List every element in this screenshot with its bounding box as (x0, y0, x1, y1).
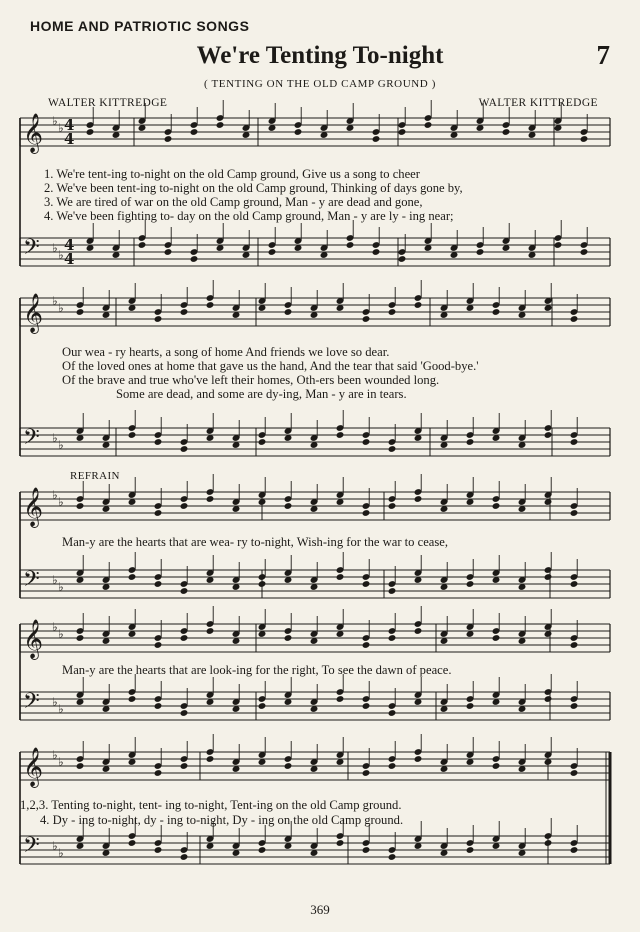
system-2-treble-note (362, 315, 371, 323)
system-2-treble-note (76, 308, 85, 316)
ending-line-2: 4. Dy - ing to-night, dy - ing to-night, Dy - ing on the old Camp ground. (40, 813, 404, 827)
flat-icon: ♭ (52, 695, 58, 709)
system-2-bass-note (154, 438, 163, 446)
system-3-bass-note (362, 580, 371, 588)
system-3-treble-note (180, 502, 189, 510)
refrain-line-1: Man-y are the hearts that are wea- ry to-night, Wish-ing for the war to cease, (62, 535, 449, 549)
system-3-treble-note (570, 509, 579, 517)
system-5-treble-note (284, 762, 293, 770)
time-signature-numeral: 4 (64, 250, 75, 268)
time-signature-numeral: 4 (64, 130, 75, 148)
system-2-bass-note (388, 445, 397, 453)
system-4-treble-note (362, 641, 371, 649)
treble-clef-icon: 𝄞 (23, 113, 44, 153)
system-1-treble-note (398, 128, 407, 136)
system-3-bass-note (154, 580, 163, 588)
system-3-treble-note (76, 502, 85, 510)
system-5-bass-note (544, 839, 553, 847)
system-3-bass-note (388, 587, 397, 595)
flat-icon: ♭ (58, 702, 64, 716)
system-5-bass-note (362, 846, 371, 854)
flat-icon: ♭ (58, 755, 64, 769)
system-4-treble-note (206, 627, 215, 635)
system-1-bass-note (190, 255, 199, 263)
flat-icon: ♭ (58, 121, 64, 135)
flat-icon: ♭ (52, 241, 58, 255)
flat-icon: ♭ (52, 620, 58, 634)
system-5-treble-note (76, 762, 85, 770)
flat-icon: ♭ (58, 438, 64, 452)
system-1-treble-note (502, 128, 511, 136)
system-4-bass-note (128, 695, 137, 703)
system-4-bass-note (570, 702, 579, 710)
system-3-bass-note (466, 580, 475, 588)
system-1-bass-note (164, 248, 173, 256)
system-5-bass-note (128, 839, 137, 847)
system-3-bass-note (544, 573, 553, 581)
flat-icon: ♭ (52, 839, 58, 853)
system-5-treble-note (206, 755, 215, 763)
system-1-bass-note (476, 248, 485, 256)
system-5-treble-note (154, 769, 163, 777)
system-1-treble-note (372, 135, 381, 143)
system-4-treble-note (76, 634, 85, 642)
system-1-treble-note (216, 121, 225, 129)
flat-icon: ♭ (58, 495, 64, 509)
system-5-bass-note (258, 846, 267, 854)
flat-icon: ♭ (52, 431, 58, 445)
verse-2-line-1: 2. We've been tent-ing to-night on the old Camp ground, Thinking of days gone by, (44, 181, 463, 195)
system-3-treble-note (154, 509, 163, 517)
treble-clef-icon: 𝄞 (23, 747, 44, 787)
bass-clef-icon: 𝄢 (23, 689, 40, 719)
system-2-treble-note (284, 308, 293, 316)
system-1-treble-note (424, 121, 433, 129)
time-signature-numeral: 4 (64, 236, 75, 254)
system-3-bass-note (128, 573, 137, 581)
system-3-bass-note (180, 587, 189, 595)
page-number: 369 (310, 902, 330, 917)
system-4-treble-note (284, 634, 293, 642)
system-4-bass-note (466, 702, 475, 710)
flat-icon: ♭ (52, 294, 58, 308)
flat-icon: ♭ (52, 748, 58, 762)
system-4-bass-note (336, 695, 345, 703)
system-1-bass-note (580, 248, 589, 256)
section-header: HOME AND PATRIOTIC SONGS (30, 18, 250, 34)
flat-icon: ♭ (58, 301, 64, 315)
flat-icon: ♭ (52, 488, 58, 502)
system-2-bass-note (258, 438, 267, 446)
system-2-treble-note (414, 301, 423, 309)
system-5-bass-note (388, 853, 397, 861)
system-2-treble-note (570, 315, 579, 323)
system-4-treble-note (414, 627, 423, 635)
verse-1-line-1: 1. We're tent-ing to-night on the old Camp ground, Give us a song to cheer (44, 167, 420, 181)
words-credit: WALTER KITTREDGE (48, 97, 168, 109)
refrain-label: REFRAIN (70, 470, 120, 482)
verse-3-line-2: Of the brave and true who've left their homes, Oth-ers been wounded long. (62, 373, 440, 387)
system-1-treble-note (580, 135, 589, 143)
system-3-bass-note (258, 580, 267, 588)
system-5-bass-note (570, 846, 579, 854)
flat-icon: ♭ (58, 248, 64, 262)
system-4-treble-note (154, 641, 163, 649)
treble-clef-icon: 𝄞 (23, 487, 44, 527)
verse-2-line-2: Of the loved ones at home that gave us the hand, And the tear that said 'Good-bye.' (62, 359, 479, 373)
system-4-bass-note (180, 709, 189, 717)
flat-icon: ♭ (58, 580, 64, 594)
system-5-treble-note (570, 769, 579, 777)
system-2-bass-note (180, 445, 189, 453)
system-5-treble-note (388, 762, 397, 770)
system-2-bass-note (466, 438, 475, 446)
system-5-treble-note (492, 762, 501, 770)
system-3-bass-note (336, 573, 345, 581)
hymn-subtitle: ( TENTING ON THE OLD CAMP GROUND ) (204, 78, 436, 90)
system-1-bass-note (398, 255, 407, 263)
verse-1-line-2: Our wea - ry hearts, a song of home And friends we love so dear. (62, 345, 390, 359)
system-1-bass-note (138, 241, 147, 249)
system-4-treble-note (180, 634, 189, 642)
system-2-treble-note (180, 308, 189, 316)
verse-4-line-2: Some are dead, and some are dy-ing, Man - y are in tears. (116, 387, 407, 401)
system-4-bass-note (362, 702, 371, 710)
music-credit: WALTER KITTREDGE (478, 97, 598, 109)
flat-icon: ♭ (52, 114, 58, 128)
system-2-bass-note (128, 431, 137, 439)
system-3-treble-note (388, 502, 397, 510)
system-3-treble-note (414, 495, 423, 503)
system-1-bass-note (372, 248, 381, 256)
system-4-treble-note (570, 641, 579, 649)
system-1-treble-note (294, 128, 303, 136)
system-3-treble-note (284, 502, 293, 510)
system-4-bass-note (258, 702, 267, 710)
system-2-bass-note (362, 438, 371, 446)
treble-clef-icon: 𝄞 (23, 619, 44, 659)
system-2-treble-note (388, 308, 397, 316)
flat-icon: ♭ (52, 573, 58, 587)
hymn-title: We're Tenting To-night (196, 42, 444, 69)
bass-clef-icon: 𝄢 (23, 567, 40, 597)
bass-clef-icon: 𝄢 (23, 833, 40, 863)
time-signature-numeral: 4 (64, 116, 75, 134)
system-1-bass-note (346, 241, 355, 249)
system-2-treble-note (492, 308, 501, 316)
system-1-treble-note (164, 135, 173, 143)
system-5-treble-note (362, 769, 371, 777)
flat-icon: ♭ (58, 846, 64, 860)
system-1-bass-note (268, 248, 277, 256)
system-2-treble-note (206, 301, 215, 309)
system-5-bass-note (466, 846, 475, 854)
system-4-bass-note (388, 709, 397, 717)
system-5-bass-note (180, 853, 189, 861)
system-4-bass-note (154, 702, 163, 710)
system-4-treble-note (388, 634, 397, 642)
system-2-bass-note (544, 431, 553, 439)
bass-clef-icon: 𝄢 (23, 235, 40, 265)
system-4-bass-note (544, 695, 553, 703)
system-5-treble-note (180, 762, 189, 770)
verse-4-line-1: 4. We've been fighting to- day on the old Camp ground, Man - y are ly - ing near; (44, 209, 454, 223)
system-2-bass-note (336, 431, 345, 439)
system-1-bass-note (554, 241, 563, 249)
system-5-bass-note (154, 846, 163, 854)
bass-clef-icon: 𝄢 (23, 425, 40, 455)
verse-3-line-1: 3. We are tired of war on the old Camp ground, Man - y are dead and gone, (44, 195, 423, 209)
hymn-number: 7 (596, 40, 610, 70)
system-2-bass-note (570, 438, 579, 446)
system-4-treble-note (492, 634, 501, 642)
system-5-treble-note (414, 755, 423, 763)
system-3-treble-note (492, 502, 501, 510)
flat-icon: ♭ (58, 627, 64, 641)
system-5-bass-note (336, 839, 345, 847)
system-3-bass-note (570, 580, 579, 588)
refrain-line-2: Man-y are the hearts that are look-ing for the right, To see the dawn of peace. (62, 663, 452, 677)
treble-clef-icon: 𝄞 (23, 293, 44, 333)
system-1-treble-note (190, 128, 199, 136)
system-3-treble-note (206, 495, 215, 503)
system-1-treble-note (86, 128, 95, 136)
ending-line-1: 1,2,3. Tenting to-night, tent- ing to-night, Tent-ing on the old Camp ground. (20, 798, 402, 812)
system-2-treble-note (154, 315, 163, 323)
system-3-treble-note (362, 509, 371, 517)
